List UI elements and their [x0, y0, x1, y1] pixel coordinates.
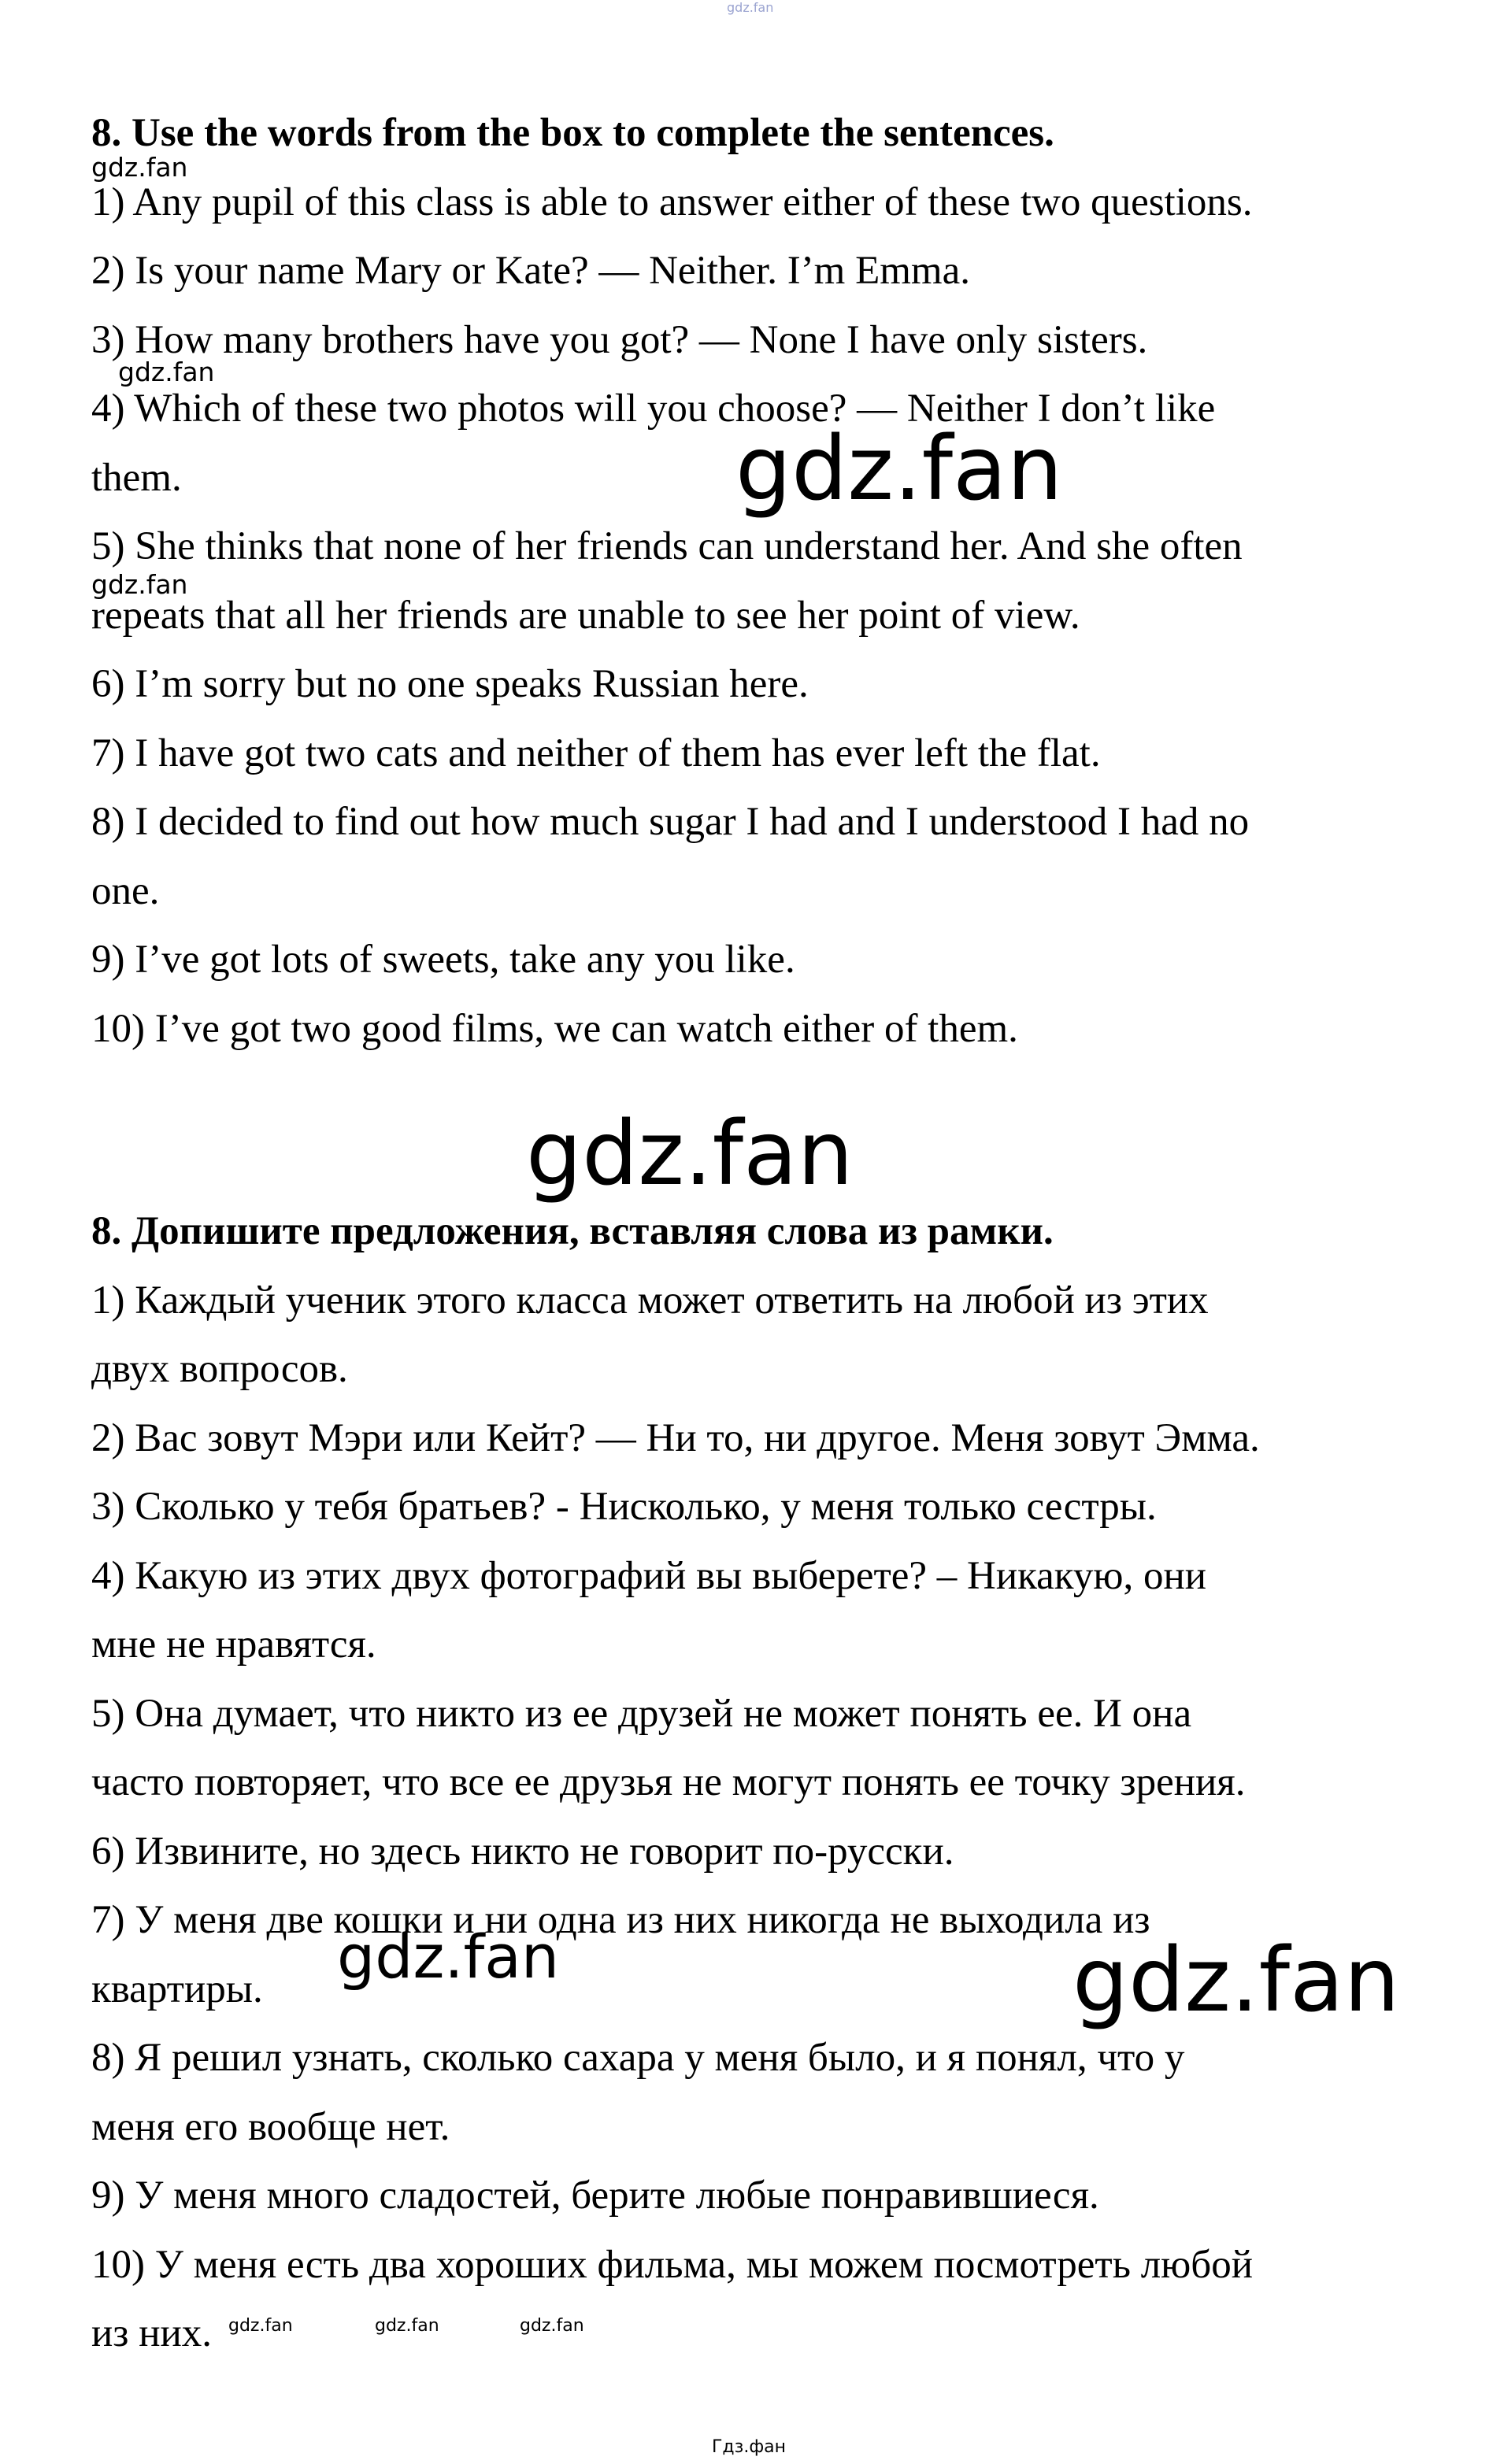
watermark-medium: gdz.fan — [337, 1922, 560, 1992]
english-line: 7) I have got two cats and neither of them has ever left the flat. — [91, 731, 1101, 775]
russian-line: квартиры. — [91, 1966, 263, 2011]
english-line: 4) Which of these two photos will you choose? — Neither I don’t like — [91, 387, 1216, 431]
footer-watermark: Гдз.фан — [712, 2437, 786, 2457]
russian-heading: 8. Допишите предложения, вставляя слова из рамки. — [91, 1209, 1054, 1253]
russian-section — [91, 1197, 1446, 2369]
watermark-large: gdz.fan — [526, 1103, 854, 1205]
russian-line: 7) У меня две кошки и ни одна из них никогда не выходила из — [91, 1898, 1150, 1942]
english-line: 6) I’m sorry but no one speaks Russian here. — [91, 662, 809, 706]
russian-line: часто повторяет, что все ее друзья не могут понять ее точку зрения. — [91, 1760, 1246, 1804]
russian-line: двух вопросов. — [91, 1347, 348, 1391]
watermark-small: gdz.fan — [91, 152, 188, 183]
english-line: 9) I’ve got lots of sweets, take any you like. — [91, 938, 795, 982]
english-line: 5) She thinks that none of her friends can understand her. And she often — [91, 524, 1243, 568]
russian-line: из них. — [91, 2311, 213, 2355]
russian-lines — [91, 1267, 1446, 2369]
english-line: repeats that all her friends are unable to see her point of view. — [91, 593, 1080, 638]
english-line: 1) Any pupil of this class is able to answer either of these two questions. — [91, 179, 1253, 224]
english-lines — [91, 168, 1446, 1064]
russian-line: 4) Какую из этих двух фотографий вы выберете? – Никакую, они — [91, 1553, 1207, 1598]
english-line: 8) I decided to find out how much sugar I had and I understood I had no — [91, 800, 1250, 844]
watermark-large: gdz.fan — [735, 418, 1063, 520]
english-line: 2) Is your name Mary or Kate? — Neither. I’m Emma. — [91, 249, 970, 293]
watermark-tiny: gdz.fan — [375, 2316, 439, 2336]
russian-line: 10) У меня есть два хороших фильма, мы можем посмотреть любой — [91, 2242, 1254, 2287]
watermark-top: gdz.fan — [727, 0, 774, 15]
english-section — [91, 99, 1446, 1064]
russian-line: 6) Извините, но здесь никто не говорит по-русски. — [91, 1829, 954, 1874]
russian-line: 1) Каждый ученик этого класса может ответить на любой из этих — [91, 1278, 1209, 1323]
russian-line: 9) У меня много сладостей, берите любые понравившиеся. — [91, 2174, 1099, 2218]
english-heading: 8. Use the words from the box to complete the sentences. — [91, 111, 1054, 155]
english-line: them. — [91, 455, 182, 500]
english-line: one. — [91, 868, 160, 913]
watermark-tiny: gdz.fan — [228, 2316, 293, 2336]
watermark-small: gdz.fan — [91, 569, 188, 600]
english-line: 10) I’ve got two good films, we can watch either of them. — [91, 1006, 1018, 1051]
russian-line: 3) Сколько у тебя братьев? - Нисколько, у меня только сестры. — [91, 1485, 1157, 1529]
english-line: 3) How many brothers have you got? — None I have only sisters. — [91, 317, 1148, 362]
watermark-small: gdz.fan — [118, 357, 215, 387]
watermark-tiny: gdz.fan — [520, 2316, 584, 2336]
russian-line: 2) Вас зовут Мэри или Кейт? — Ни то, ни другое. Меня зовут Эмма. — [91, 1415, 1260, 1460]
watermark-large: gdz.fan — [1072, 1929, 1400, 2032]
russian-line: мне не нравятся. — [91, 1622, 376, 1667]
russian-line: 5) Она думает, что никто из ее друзей не может понять ее. И она — [91, 1691, 1192, 1736]
russian-line: 8) Я решил узнать, сколько сахара у меня было, и я понял, что у — [91, 2036, 1185, 2080]
russian-line: меня его вообще нет. — [91, 2104, 450, 2149]
